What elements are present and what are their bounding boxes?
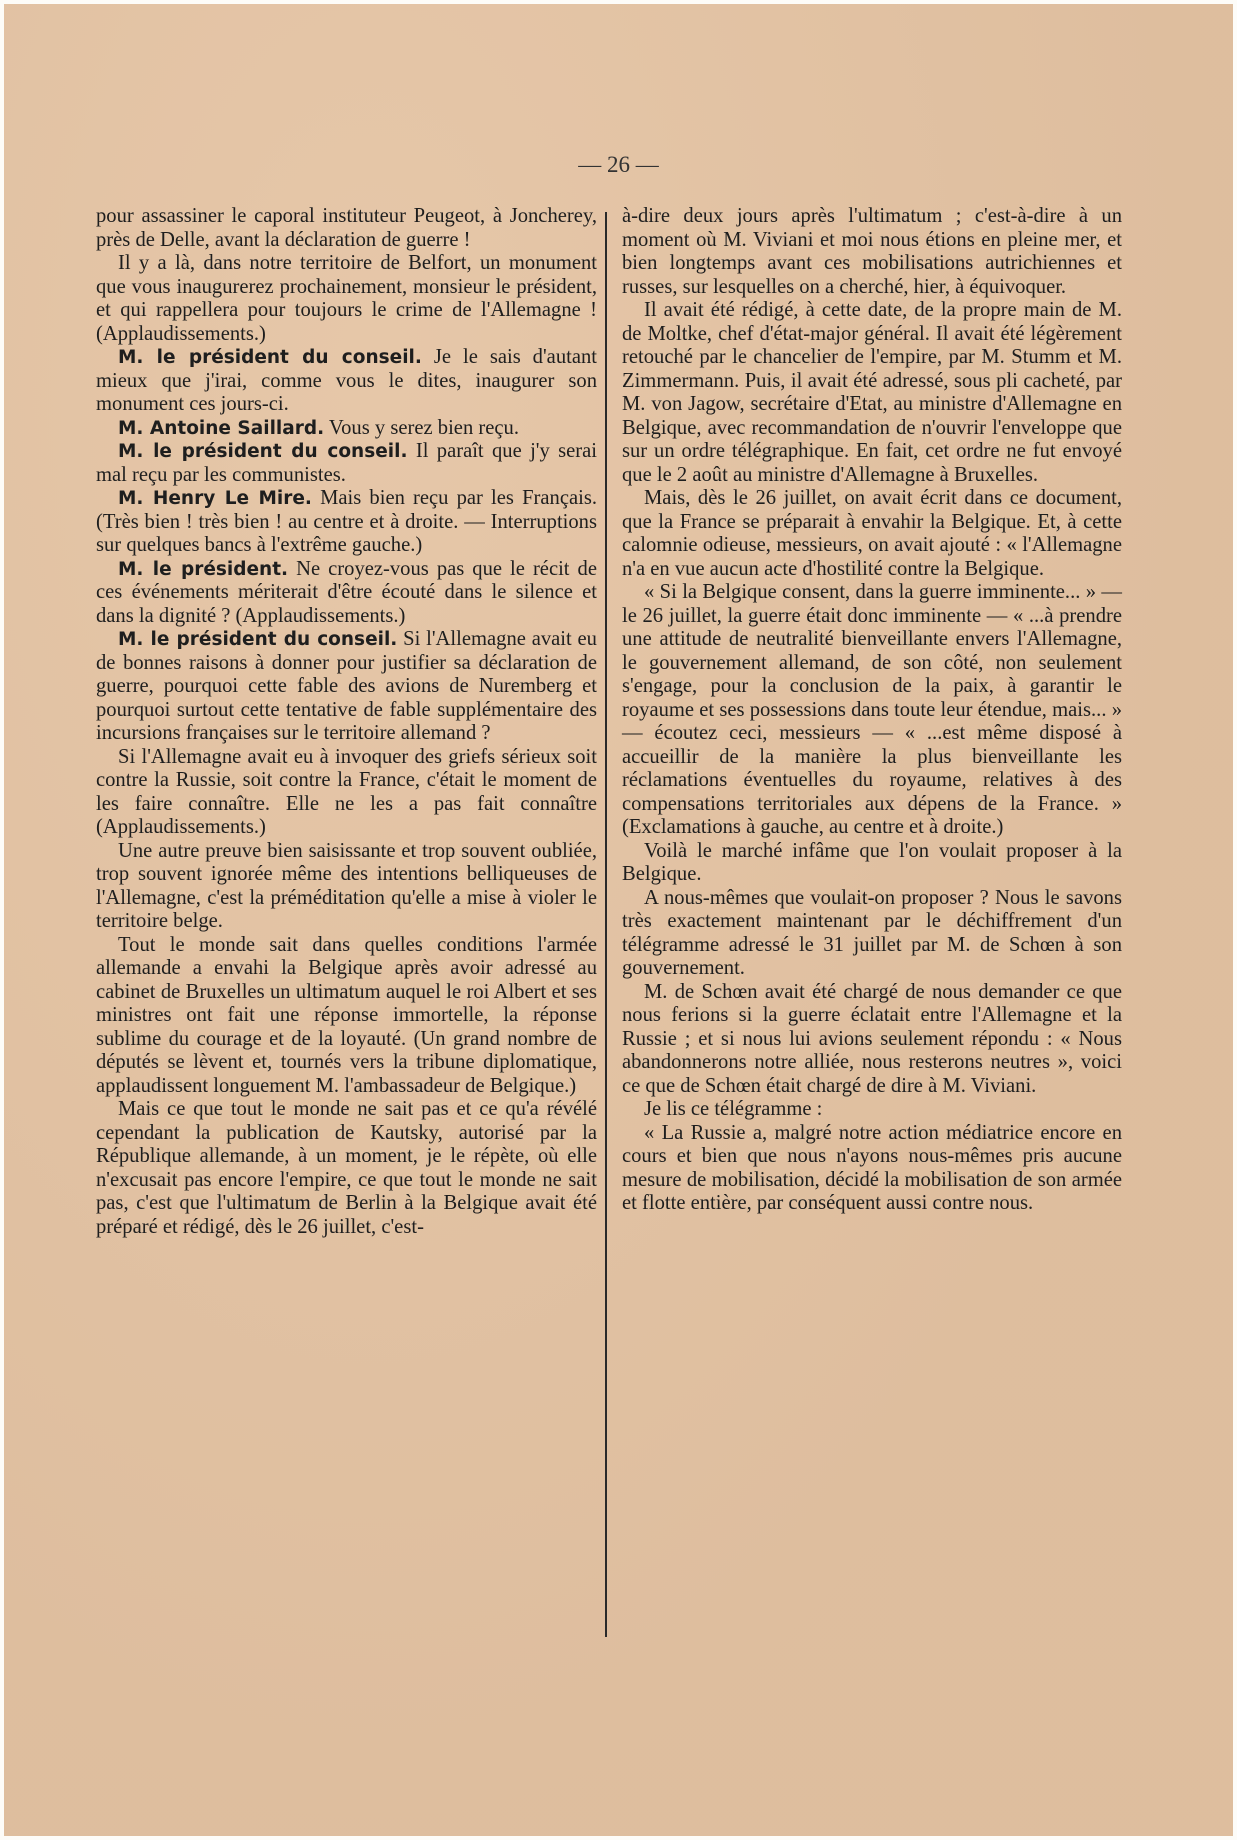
paragraph: [622, 487, 1122, 581]
paragraph: [622, 581, 1122, 840]
speaker-name: M. le président du conseil.: [118, 629, 398, 650]
paragraph-text: « Si la Belgique consent, dans la guerre imminente... » — le 26 juillet, la guerre était donc imminente — « ...à prendre une attitude de neutralité bienveillante envers l'Allemagne, le gouvernement allemand, de son côté, non seulement s'engage, pour la conclusion de la paix, à garantir le royaume et ses possessions dans toute leur étendue, mais... » — écoutez ceci, messieurs — « ...est même disposé à accueillir de la manière la plus bienveillante les réclamations éventuelles du royaume, relatives à des compensations territoriales aux dépens de la France. » (Exclamations à gauche, au centre et à droite.): [622, 581, 1122, 838]
paragraph-text: « La Russie a, malgré notre action médiatrice encore en cours et bien que nous n'ayons nous-mêmes pris aucune mesure de mobilisation, décidé la mobilisation de son armée et flotte entière, par conséquent aussi contre nous.: [622, 1121, 1122, 1214]
paragraph: [96, 840, 597, 934]
paragraph-text: Vous y serez bien reçu.: [328, 416, 519, 439]
paragraph-text: Ne croyez-vous pas que le récit de ces événements mériterait d'être écouté dans le silence et dans la dignité ? (Applaudissements.): [96, 557, 597, 627]
paragraph: [622, 299, 1122, 487]
paragraph-text: Je le sais d'autant mieux que j'irai, comme vous le dites, inaugurer son monument ces jours-ci.: [96, 346, 597, 415]
paragraph: [96, 628, 597, 746]
paragraph: [622, 887, 1122, 981]
paragraph: [622, 981, 1122, 1099]
paragraph: [96, 205, 597, 252]
paragraph: [622, 840, 1122, 887]
paragraph-text: Mais bien reçu par les Français. (Très bien ! très bien ! au centre et à droite. — Interruptions sur quelques bancs à l'extrême gauche.): [96, 487, 597, 556]
paragraph-text: M. de Schœn avait été chargé de nous demander ce que nous ferions si la guerre éclatait entre l'Allemagne et la Russie ; et si nous lui avions seulement répondu : « Nous abandonnerons notre alliée, nous resterons neutres », voici ce que de Schœn était chargé de dire à M. Viviani.: [622, 980, 1122, 1097]
paragraph-text: Si l'Allemagne avait eu de bonnes raisons à donner pour justifier sa déclaration de guerre, pourquoi cette fable des avions de Nuremberg et pourquoi surtout cette tentative de fable supplémentaire des incursions françaises sur le territoire allemand ?: [96, 628, 597, 744]
paragraph: [96, 346, 597, 417]
paragraph-text: Il avait été rédigé, à cette date, de la propre main de M. de Moltke, chef d'état-major général. Il avait été légèrement retouché par le chancelier de l'empire, par M. Stumm et M. Zimmermann. Puis, il avait été adressé, sous pli cacheté, par M. von Jagow, secrétaire d'Etat, au ministre d'Allemagne en Belgique, avec recommandation de n'ouvrir l'enveloppe que sur un ordre télégraphique. En fait, cet ordre ne fut envoyé que le 2 août au ministre d'Allemagne à Bruxelles.: [622, 299, 1122, 486]
speaker-name: M. le président du conseil.: [118, 441, 408, 462]
paragraph: [96, 1098, 597, 1239]
paragraph: [622, 1122, 1122, 1216]
column-divider: [605, 212, 607, 1637]
speaker-name: M. le président.: [118, 558, 289, 580]
speaker-name: M. Antoine Saillard.: [118, 417, 325, 439]
paragraph-text: pour assassiner le caporal instituteur Peugeot, à Joncherey, près de Delle, avant la déclaration de guerre !: [96, 205, 597, 251]
paragraph: [96, 440, 597, 487]
paragraph: [96, 558, 597, 629]
paragraph-text: A nous-mêmes que voulait-on proposer ? Nous le savons très exactement maintenant par le déchiffrement d'un télégramme adressé le 31 juillet par M. de Schœn à son gouvernement.: [622, 886, 1122, 979]
paragraph: [96, 934, 597, 1099]
paragraph-text: à-dire deux jours après l'ultimatum ; c'est-à-dire à un moment où M. Viviani et moi nous étions en pleine mer, et bien longtemps avant ces mobilisations autrichiennes et russes, sur lesquelles on a cherché, hier, à équivoquer.: [622, 205, 1122, 298]
paragraph-text: Tout le monde sait dans quelles conditions l'armée allemande a envahi la Belgique après avoir adressé au cabinet de Bruxelles un ultimatum auquel le roi Albert et ses ministres ont fait une réponse immortelle, la réponse sublime du courage et de la loyauté. (Un grand nombre de députés se lèvent et, tournés vers la tribune diplomatique, applaudissent longuement M. l'ambassadeur de Belgique.): [96, 933, 597, 1097]
speaker-name: M. le président du conseil.: [118, 347, 422, 368]
paragraph: [96, 746, 597, 840]
left-column: [96, 205, 597, 1239]
paragraph-text: Je lis ce télégramme :: [644, 1098, 823, 1120]
paragraph: [96, 417, 597, 441]
paragraph-text: Mais, dès le 26 juillet, on avait écrit dans ce document, que la France se préparait à envahir la Belgique. Et, à cette calomnie odieuse, messieurs, on avait ajouté : « l'Allemagne n'a en vue aucun acte d'hostilité contre la Belgique.: [622, 487, 1122, 580]
paragraph: [96, 252, 597, 346]
paragraph-text: Voilà le marché infâme que l'on voulait proposer à la Belgique.: [622, 839, 1122, 885]
page-number: — 26 —: [578, 152, 659, 177]
paragraph: [622, 1098, 1122, 1122]
right-column: [622, 205, 1122, 1216]
paragraph-text: Mais ce que tout le monde ne sait pas et ce qu'a révélé cependant la publication de Kautsky, autorisé par la République allemande, à un moment, je le répète, où elle n'excusait pas encore l'empire, ce que tout le monde ne sait pas, c'est que l'ultimatum de Berlin à la Belgique avait été préparé et rédigé, dès le 26 juillet, c'est-: [96, 1098, 597, 1238]
paragraph-text: Une autre preuve bien saisissante et trop souvent oubliée, trop souvent ignorée même des intentions belliqueuses de l'Allemagne, c'est la préméditation qu'elle a mise à violer le territoire belge.: [96, 839, 597, 932]
paragraph-text: Il y a là, dans notre territoire de Belfort, un monument que vous inaugurerez prochainement, monsieur le président, et qui rappellera pour toujours le crime de l'Allemagne ! (Applaudissements.): [96, 252, 597, 345]
paragraph-text: Si l'Allemagne avait eu à invoquer des griefs sérieux soit contre la Russie, soit contre la France, c'était le moment de les faire connaître. Elle ne les a pas fait connaître (Applaudissements.): [96, 745, 597, 838]
paragraph: [96, 487, 597, 558]
paragraph-text: Il paraît que j'y serai mal reçu par les communistes.: [96, 440, 598, 486]
speaker-name: M. Henry Le Mire.: [118, 488, 312, 509]
paragraph: [622, 205, 1122, 299]
